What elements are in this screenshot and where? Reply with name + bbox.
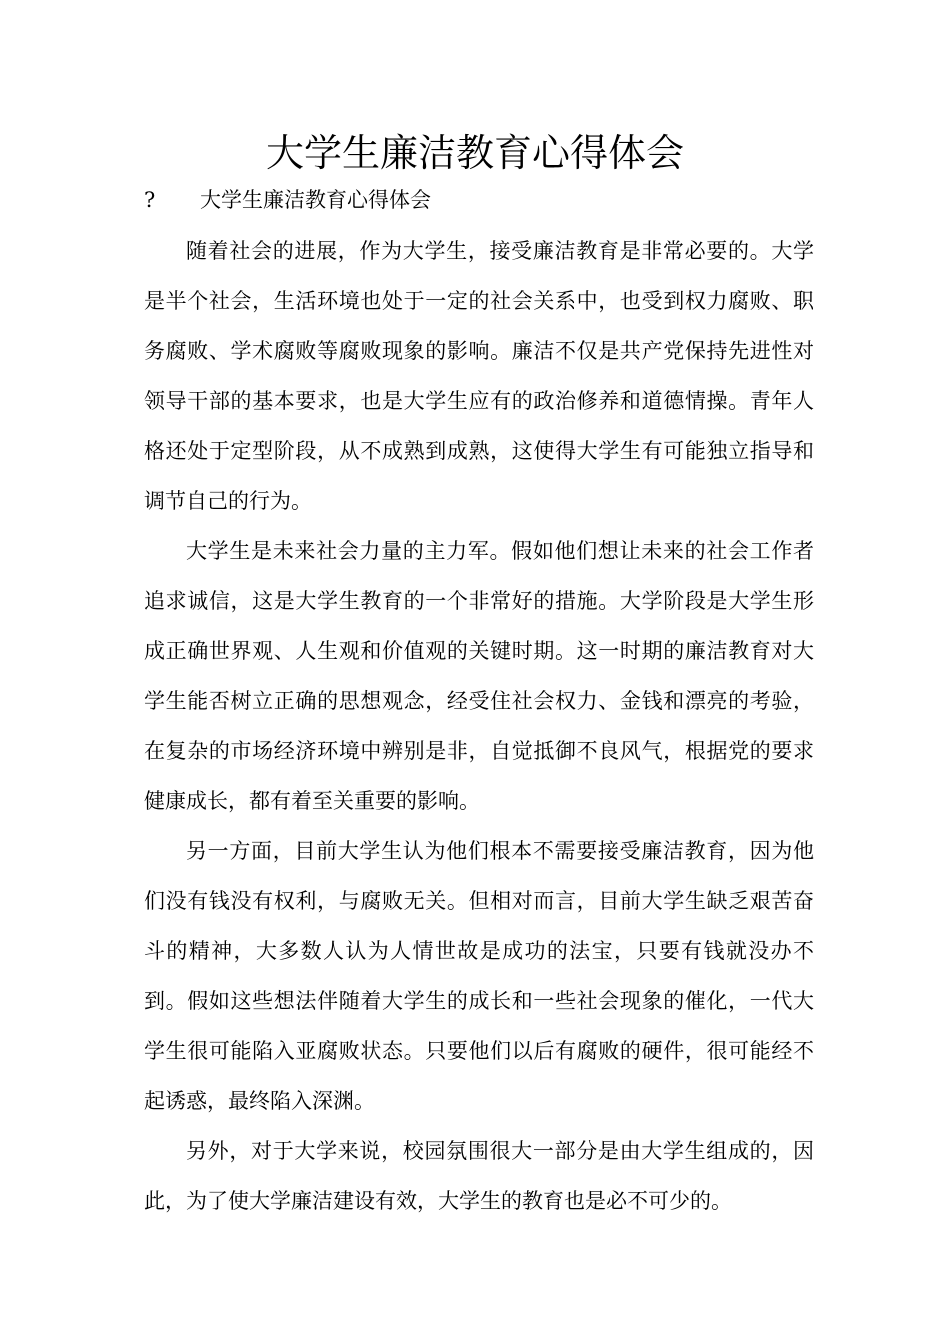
- subtitle-bullet-mark: ?: [144, 188, 156, 212]
- document-title: 大学生廉洁教育心得体会: [265, 131, 684, 175]
- paragraph-3: 另一方面，目前大学生认为他们根本不需要接受廉洁教育，因为他们没有钱没有权利，与腐败无关。但相对而言，目前大学生缺乏艰苦奋斗的精神，大多数人认为人情世故是成功的法宝，只要有钱就没办不到。假如这些想法伴随着大学生的成长和一些社会现象的催化，一代大学生很可能陷入亚腐败状态。只要他们以后有腐败的硬件，很可能经不起诱惑，最终陷入深渊。: [144, 839, 814, 1113]
- document-subtitle-line: [144, 185, 431, 215]
- paragraph-2: 大学生是未来社会力量的主力军。假如他们想让未来的社会工作者追求诚信，这是大学生教育的一个非常好的措施。大学阶段是大学生形成正确世界观、人生观和价值观的关键时期。这一时期的廉洁教育对大学生能否树立正确的思想观念，经受住社会权力、金钱和漂亮的考验，在复杂的市场经济环境中辨别是非，自觉抵御不良风气，根据党的要求健康成长，都有着至关重要的影响。: [144, 539, 814, 813]
- paragraph-1: 随着社会的进展，作为大学生，接受廉洁教育是非常必要的。大学是半个社会，生活环境也处于一定的社会关系中，也受到权力腐败、职务腐败、学术腐败等腐败现象的影响。廉洁不仅是共产党保持先进性对领导干部的基本要求，也是大学生应有的政治修养和道德情操。青年人格还处于定型阶段，从不成熟到成熟，这使得大学生有可能独立指导和调节自己的行为。: [144, 239, 814, 513]
- paragraph-4: 另外，对于大学来说，校园氛围很大一部分是由大学生组成的，因此，为了使大学廉洁建设有效，大学生的教育也是必不可少的。: [144, 1139, 814, 1213]
- document-body: [144, 226, 814, 1226]
- document-subtitle: 大学生廉洁教育心得体会: [200, 188, 431, 212]
